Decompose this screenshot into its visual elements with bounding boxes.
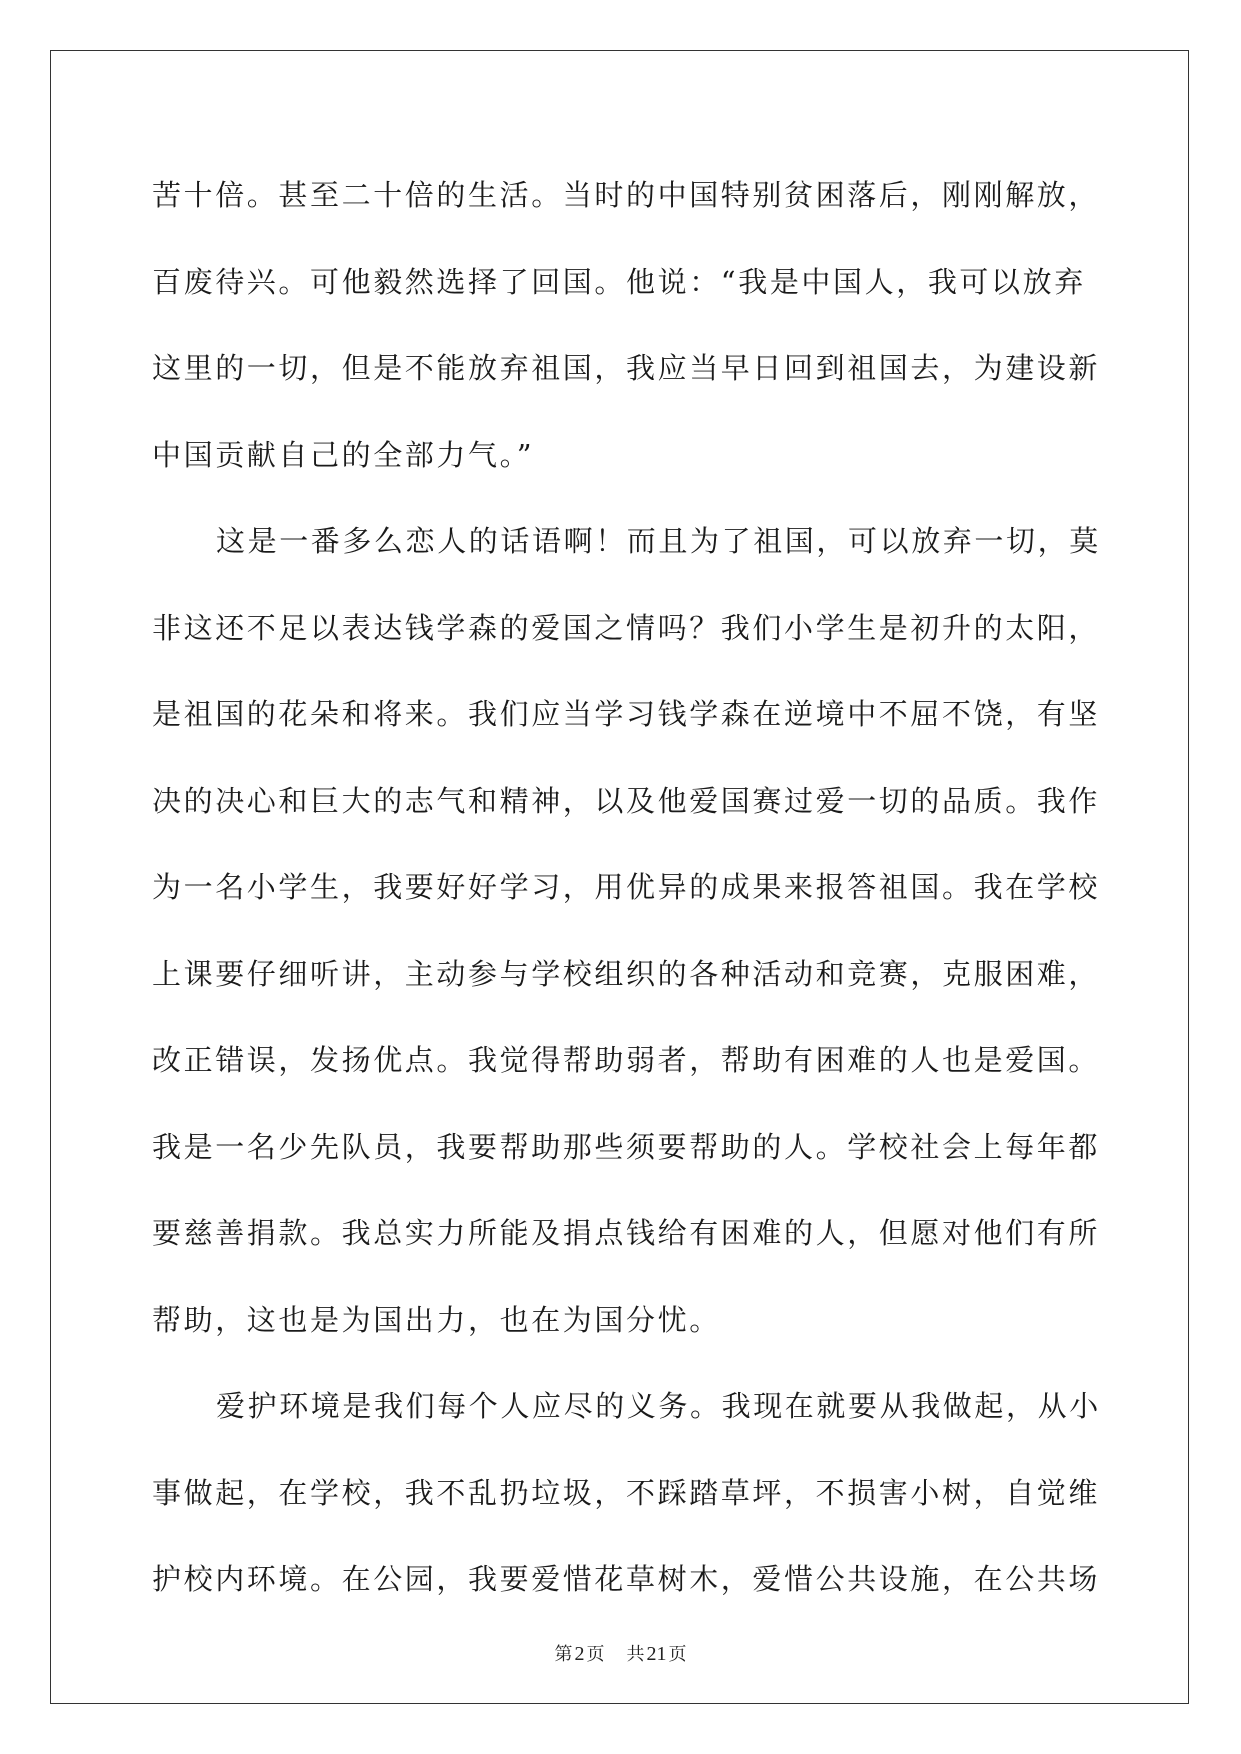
text-line: 决的决心和巨大的志气和精神，以及他爱国赛过爱一切的品质。我作 bbox=[152, 783, 1101, 818]
text-line: 为一名小学生，我要好好学习，用优异的成果来报答祖国。我在学校 bbox=[152, 870, 1101, 904]
text-line: 上课要仔细听讲，主动参与学校组织的各种活动和竞赛，克服困难， bbox=[152, 956, 1101, 991]
text-line: 这里的一切，但是不能放弃祖国，我应当早日回到祖国去，为建设新 bbox=[152, 351, 1101, 385]
page-number: 2 bbox=[574, 1643, 585, 1665]
total-suffix: 页 bbox=[668, 1644, 687, 1665]
text-line: 是祖国的花朵和将来。我们应当学习钱学森在逆境中不屈不饶，有坚 bbox=[152, 697, 1101, 731]
page-prefix: 第 bbox=[554, 1644, 573, 1665]
text-line: 要慈善捐款。我总实力所能及捐点钱给有困难的人，但愿对他们有所 bbox=[152, 1216, 1101, 1250]
text-line: 苦十倍。甚至二十倍的生活。当时的中国特别贫困落后，刚刚解放， bbox=[152, 178, 1101, 212]
page-footer bbox=[0, 1640, 1241, 1666]
text-line: 事做起，在学校，我不乱扔垃圾，不踩踏草坪，不损害小树，自觉维 bbox=[152, 1475, 1101, 1510]
text-line: 非这还不足以表达钱学森的爱国之情吗？我们小学生是初升的太阳， bbox=[152, 610, 1101, 645]
document-body bbox=[152, 152, 1101, 1623]
total-pages: 21 bbox=[646, 1643, 667, 1665]
total-prefix: 共 bbox=[626, 1644, 645, 1665]
page-suffix: 页 bbox=[586, 1644, 605, 1665]
text-line: 我是一名少先队员，我要帮助那些须要帮助的人。学校社会上每年都 bbox=[152, 1129, 1101, 1164]
text-line: 这是一番多么恋人的话语啊！而且为了祖国，可以放弃一切，莫 bbox=[216, 524, 1101, 558]
text-line: 改正错误，发扬优点。我觉得帮助弱者，帮助有困难的人也是爱国。 bbox=[152, 1043, 1101, 1077]
text-line: 中国贡献自己的全部力气。” bbox=[152, 437, 535, 472]
text-line: 百废待兴。可他毅然选择了回国。他说：“我是中国人，我可以放弃 bbox=[152, 264, 1086, 299]
text-line: 帮助，这也是为国出力，也在为国分忧。 bbox=[152, 1302, 721, 1337]
text-line: 护校内环境。在公园，我要爱惜花草树木，爱惜公共设施，在公共场 bbox=[152, 1562, 1101, 1596]
text-line: 爱护环境是我们每个人应尽的义务。我现在就要从我做起，从小 bbox=[216, 1389, 1101, 1423]
